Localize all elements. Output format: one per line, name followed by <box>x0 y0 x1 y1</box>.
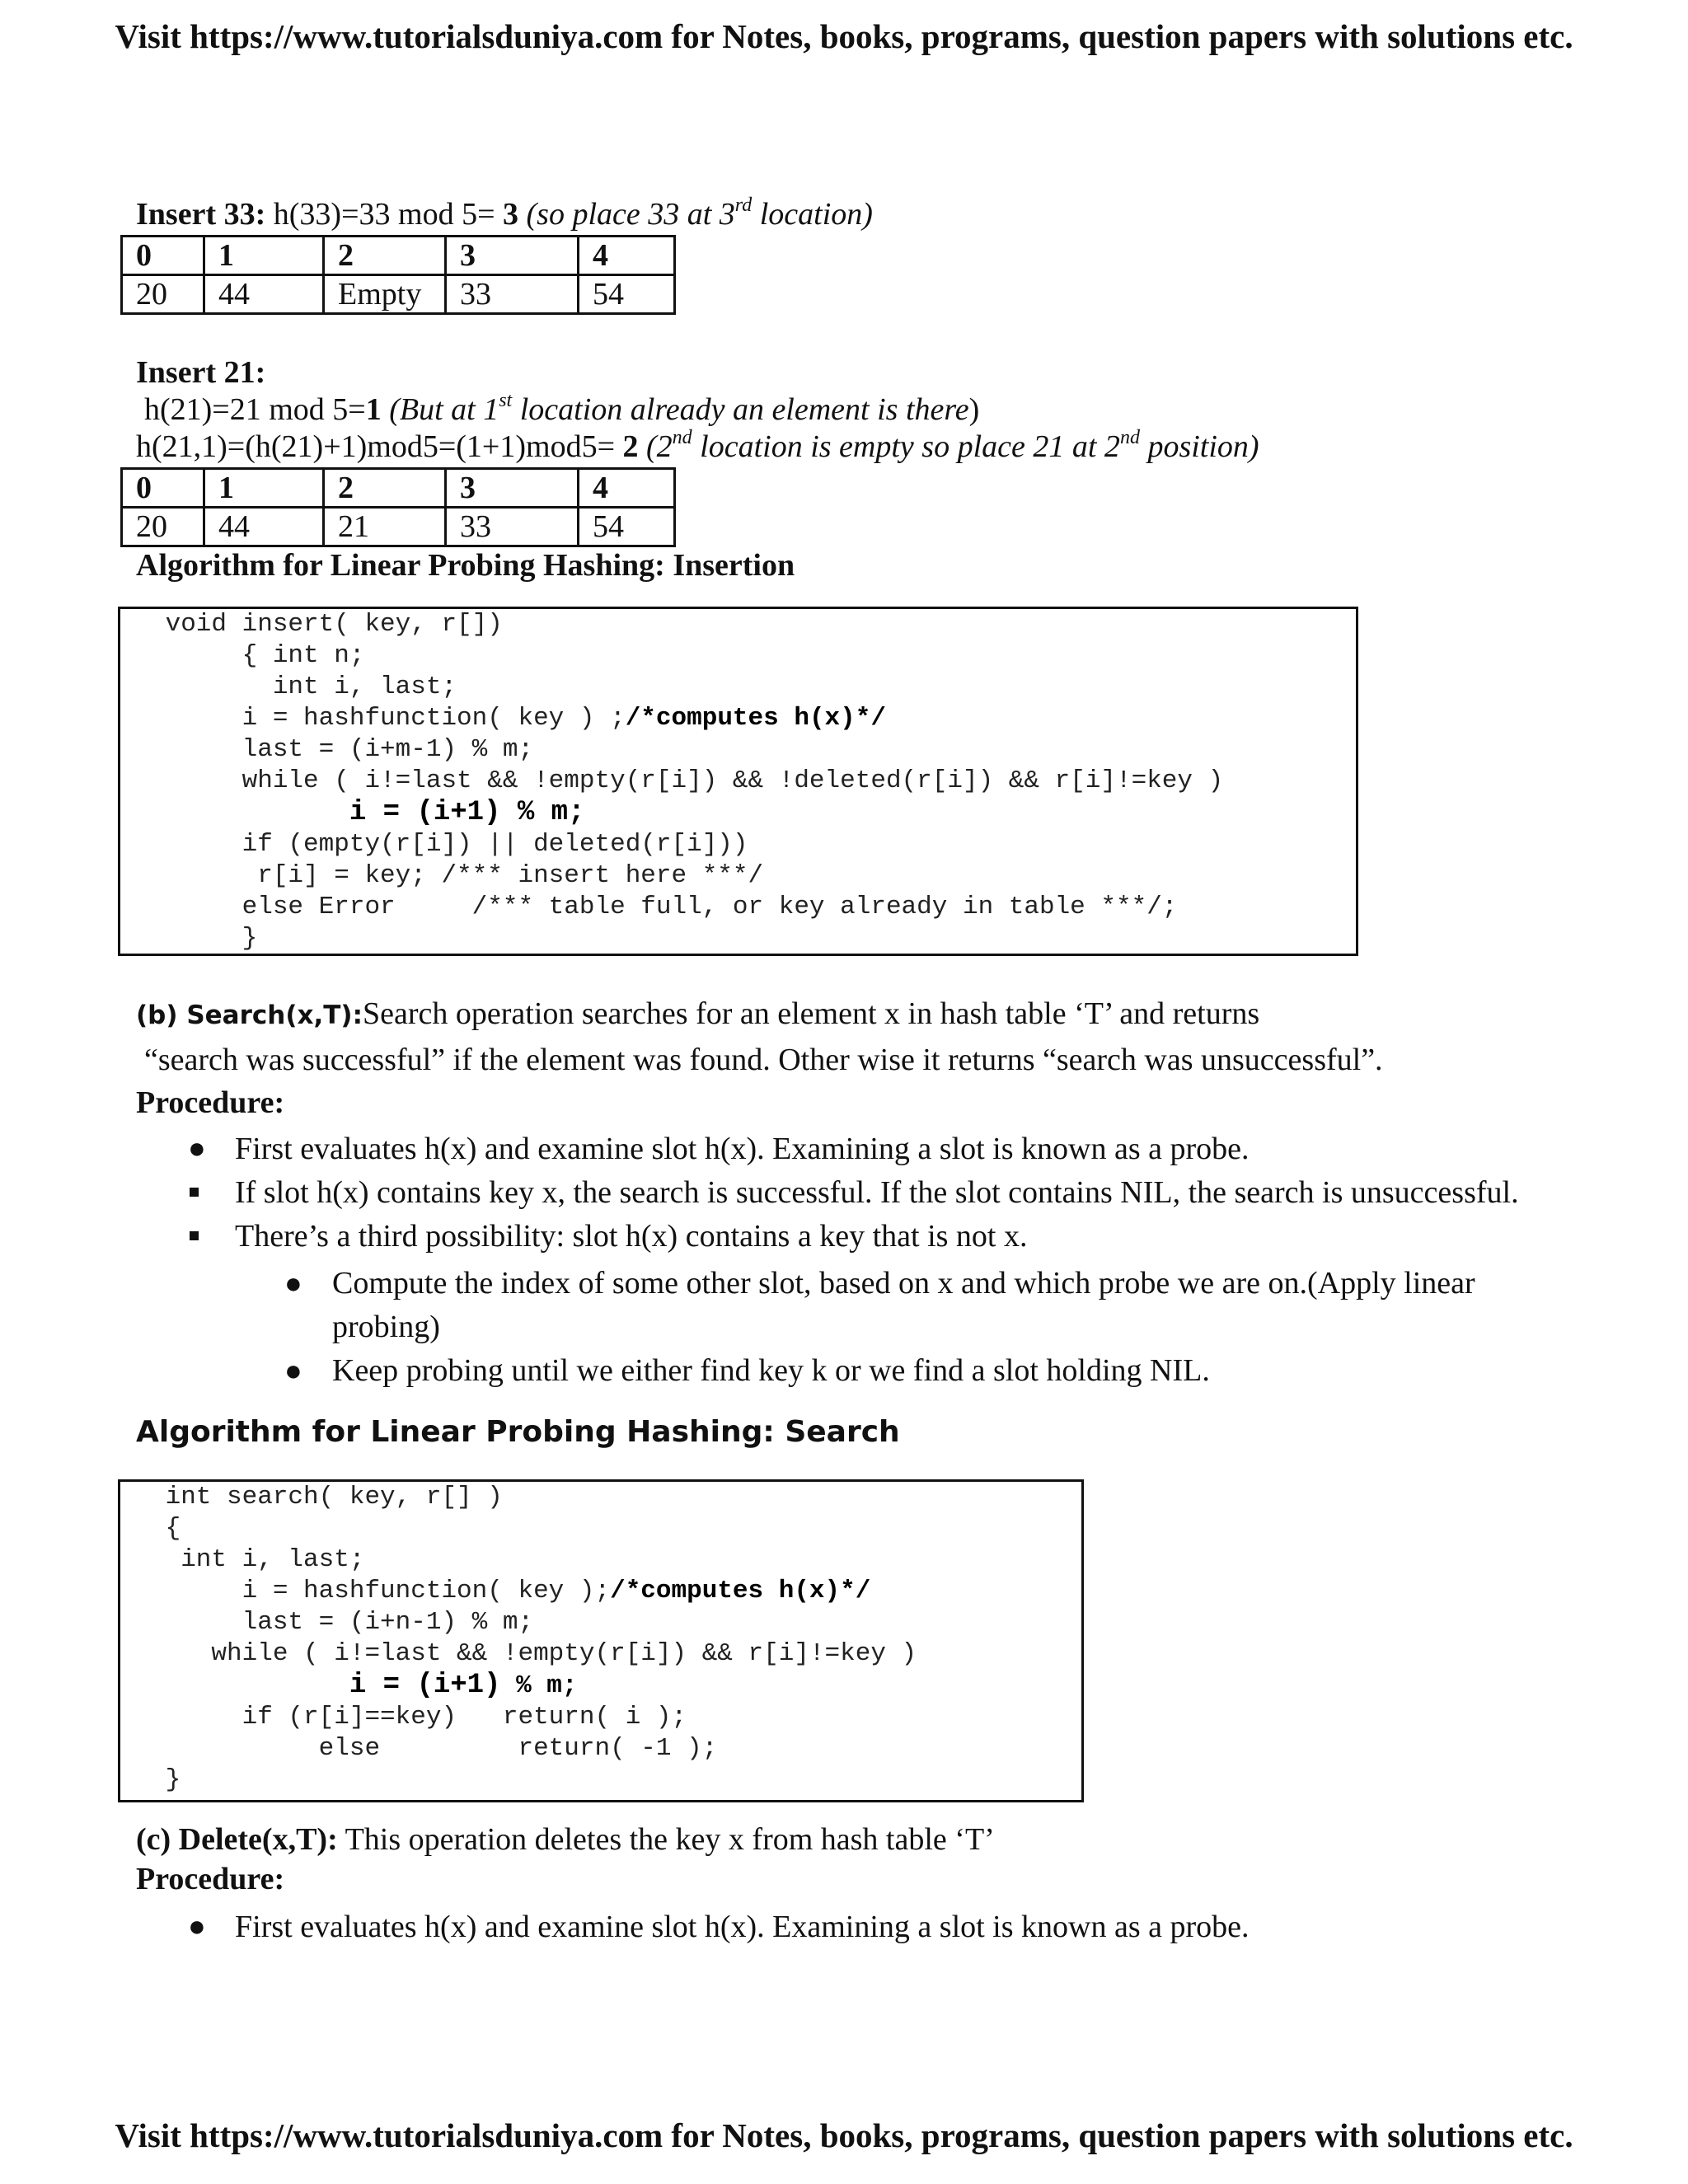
search-code-box <box>118 1479 1084 1802</box>
list-item: Keep probing until we either find key k or we find a slot holding NIL. <box>332 1353 1210 1388</box>
table-cell: 0 <box>122 469 204 508</box>
list-item: First evaluates h(x) and examine slot h(x). Examining a slot is known as a probe. <box>235 1132 1250 1166</box>
square-bullet-icon <box>190 1231 199 1240</box>
bullet-icon: ● <box>188 1132 206 1165</box>
table-cell: 3 <box>446 237 579 275</box>
search-procedure-label: Procedure: <box>136 1085 285 1120</box>
insertion-code: void insert( key, r[]) { int n; int i, last; i = hashfunction( key ) ;/*computes h(x)*/ last = (i+m-1) % m; while ( i!=last && !empty(r[i]) && !deleted(r[i]) && r[i]!=key ) i = (i+1) % m; if (empty(r[i]) || deleted(r[i])) r[i] = key; /*** insert here ***/ else Error /*** table full, or key already in table ***/; } <box>150 610 1224 953</box>
table-cell: 3 <box>446 469 579 508</box>
table-cell: 44 <box>204 275 324 314</box>
bullet-icon: ● <box>284 1354 302 1387</box>
table-cell: Empty <box>324 275 446 314</box>
search-code: int search( key, r[] ) { int i, last; i = hashfunction( key );/*computes h(x)*/ last = (i+n-1) % m; while ( i!=last && !empty(r[i]) && r[i]!=key ) i = (i+1) % m; if (r[i]==key) return( i ); else return( -1 ); } <box>150 1483 917 1794</box>
delete-procedure-label: Procedure: <box>136 1862 285 1896</box>
hash-table-after-21 <box>120 467 676 547</box>
search-desc: “search was successful” if the element was found. Other wise it returns “search was unsuccessful”. <box>144 1043 1383 1077</box>
delete-label: (c) Delete(x,T): <box>136 1822 338 1857</box>
list-item: probing) <box>332 1310 440 1344</box>
insert21-label: Insert 21: <box>136 355 266 390</box>
table-cell: 54 <box>579 275 675 314</box>
insert33-note: (so place 33 at 3rd location) <box>526 194 873 232</box>
table-cell: 2 <box>324 469 446 508</box>
search-intro: (b) Search(x,T):Search operation searches for an element x in hash table ‘T’ and returns <box>136 996 1260 1031</box>
table-cell: 1 <box>204 469 324 508</box>
search-algo-heading: Algorithm for Linear Probing Hashing: Search <box>136 1415 900 1449</box>
bottom-banner: Visit https://www.tutorialsduniya.com for Notes, books, programs, question papers with solutions etc. <box>115 2116 1573 2154</box>
insert21-line2: h(21,1)=(h(21)+1)mod5=(1+1)mod5= 2 (2nd location is empty so place 21 at 2nd position) <box>136 427 1259 464</box>
insert33-value: 3 <box>503 197 518 232</box>
table-cell: 2 <box>324 237 446 275</box>
bullet-icon: ● <box>188 1910 206 1943</box>
table-cell: 54 <box>579 508 675 546</box>
table-cell: 0 <box>122 237 204 275</box>
bullet-icon: ● <box>284 1267 302 1300</box>
table-cell: 1 <box>204 237 324 275</box>
table-cell: 20 <box>122 275 204 314</box>
list-item: There’s a third possibility: slot h(x) contains a key that is not x. <box>235 1219 1028 1254</box>
insertion-heading: Algorithm for Linear Probing Hashing: Insertion <box>136 548 795 583</box>
insertion-code-box <box>118 607 1358 956</box>
table-cell: 4 <box>579 469 675 508</box>
table-cell: 33 <box>446 275 579 314</box>
square-bullet-icon <box>190 1188 199 1197</box>
top-banner: Visit https://www.tutorialsduniya.com for Notes, books, programs, question papers with solutions etc. <box>115 17 1573 55</box>
insert33-label: Insert 33: <box>136 197 266 232</box>
list-item: If slot h(x) contains key x, the search is successful. If the slot contains NIL, the search is unsuccessful. <box>235 1175 1519 1210</box>
list-item: Compute the index of some other slot, based on x and which probe we are on.(Apply linear <box>332 1266 1475 1301</box>
insert33-formula: h(33)=33 mod 5= <box>265 197 503 232</box>
table-cell: 44 <box>204 508 324 546</box>
hash-table-after-33 <box>120 235 676 315</box>
search-label: (b) Search(x,T): <box>136 1001 363 1030</box>
table-cell: 4 <box>579 237 675 275</box>
list-item: First evaluates h(x) and examine slot h(x). Examining a slot is known as a probe. <box>235 1910 1250 1944</box>
insert21-line1: h(21)=21 mod 5=1 (But at 1st location already an element is there) <box>144 390 980 427</box>
delete-intro: (c) Delete(x,T): This operation deletes the key x from hash table ‘T’ <box>136 1822 995 1857</box>
table-cell: 33 <box>446 508 579 546</box>
insert33-line <box>136 194 873 232</box>
table-cell: 21 <box>324 508 446 546</box>
table-cell: 20 <box>122 508 204 546</box>
